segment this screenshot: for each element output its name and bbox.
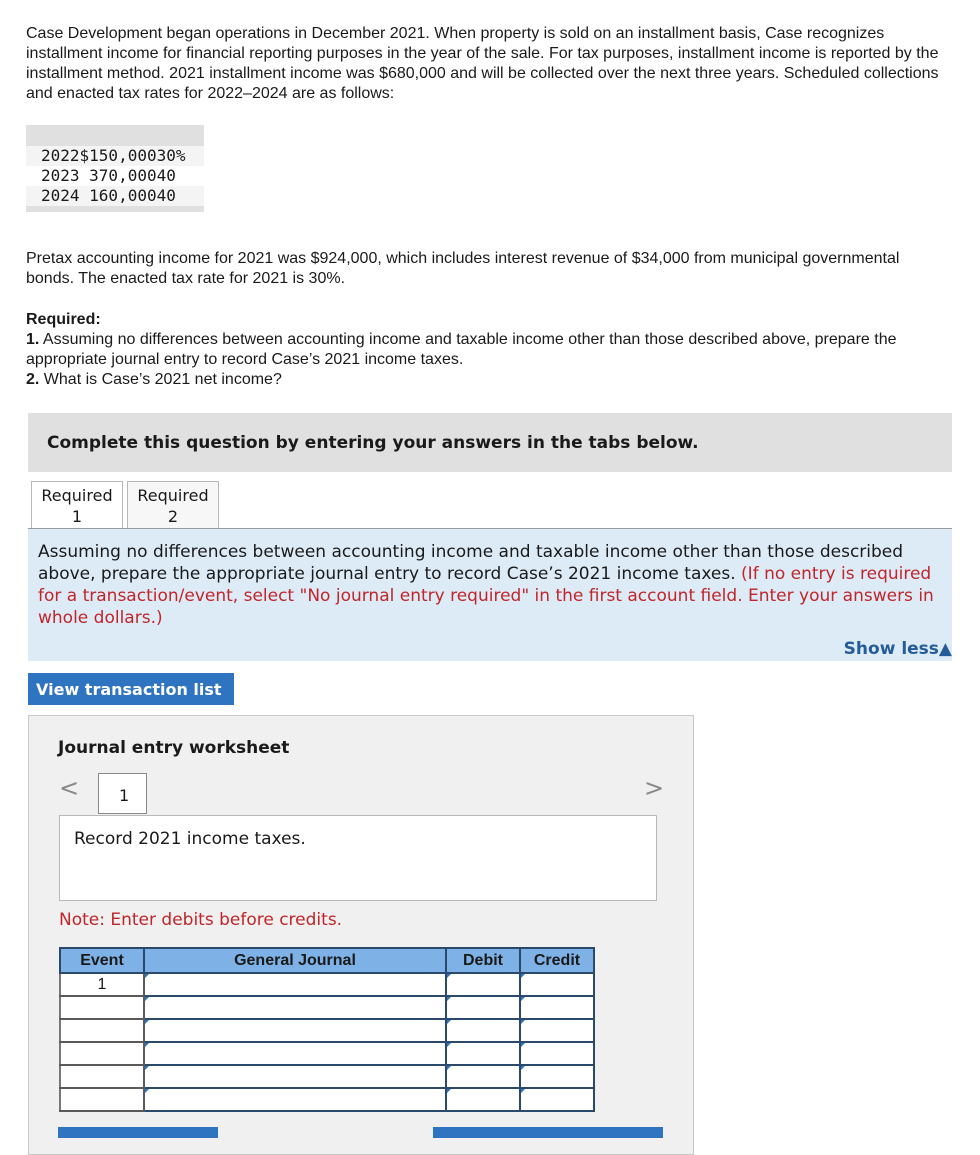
table-row (60, 973, 594, 996)
event-cell: 1 (60, 973, 144, 996)
chevron-right-icon[interactable]: > (644, 774, 665, 802)
event-cell (60, 1019, 144, 1042)
account-input[interactable] (144, 1019, 446, 1042)
credit-input[interactable] (520, 973, 594, 996)
item2-text: What is Case’s 2021 net income? (39, 371, 282, 388)
tab-instructions (28, 529, 952, 661)
rate-row-2024: 2024 160,00040 (26, 186, 204, 206)
debit-input[interactable] (446, 973, 520, 996)
debit-input[interactable] (446, 1042, 520, 1065)
account-input[interactable] (144, 1088, 446, 1111)
tab-label-line1: Required (41, 486, 113, 505)
tab-label-line2: 2 (167, 507, 179, 526)
item2-number: 2. (26, 371, 40, 388)
debit-credit-note: Note: Enter debits before credits. (59, 910, 343, 930)
event-cell (60, 1042, 144, 1065)
chevron-left-icon[interactable]: < (59, 774, 80, 802)
event-header: Event (60, 948, 144, 973)
tab-label-line1: Required (137, 486, 209, 505)
required-heading: Required: (26, 311, 101, 328)
journal-worksheet (28, 715, 694, 1155)
account-input[interactable] (144, 1042, 446, 1065)
credit-input[interactable] (520, 1088, 594, 1111)
debit-input[interactable] (446, 1019, 520, 1042)
event-cell (60, 996, 144, 1019)
table-row (60, 1065, 594, 1088)
item1-text: Assuming no differences between accounting income and taxable income other than those described above, prepare the appropriate journal entry to record Case’s 2021 income taxes. (26, 331, 897, 368)
show-less-link[interactable]: Show less▲ (843, 639, 952, 659)
general-journal-header: General Journal (144, 948, 446, 973)
view-transaction-list-button[interactable]: View transaction list (28, 673, 234, 705)
credit-header: Credit (520, 948, 594, 973)
account-input[interactable] (144, 973, 446, 996)
general-journal-table (59, 947, 595, 1112)
event-cell (60, 1088, 144, 1111)
table-row (60, 1042, 594, 1065)
worksheet-title: Journal entry worksheet (58, 738, 290, 758)
debit-input[interactable] (446, 1065, 520, 1088)
credit-input[interactable] (520, 1042, 594, 1065)
tab-label-line2: 1 (71, 507, 83, 526)
tab-bar (31, 481, 223, 528)
credit-input[interactable] (520, 1019, 594, 1042)
worksheet-page-tab[interactable]: 1 (98, 773, 147, 814)
debit-header: Debit (446, 948, 520, 973)
tab-required-1[interactable] (31, 481, 123, 528)
debit-input[interactable] (446, 996, 520, 1019)
record-description: Record 2021 income taxes. (59, 815, 657, 901)
instruction-text: Assuming no differences between accounting income and taxable income other than those described above, prepare the appropriate journal entry to record Case’s 2021 income taxes. (38, 542, 904, 584)
instruction-note: (If no entry is required for a transaction/event, select "No journal entry required" in the first account field. Enter your answers in whole dollars.) (38, 564, 934, 628)
item1-number: 1. (26, 331, 40, 348)
tab-required-2[interactable] (127, 481, 219, 528)
problem-intro: Case Development began operations in December 2021. When property is sold on an installment basis, Case recognizes installment income for financial reporting purposes in the year of the sale. For tax purposes, installment income is reported by the installment method. 2021 installment income was $680,000 and will be collected over the next three years. Scheduled collections and enacted tax rates for 2022–2024 are as follows: (26, 25, 939, 102)
required-section (26, 310, 946, 390)
account-input[interactable] (144, 996, 446, 1019)
credit-input[interactable] (520, 996, 594, 1019)
rate-row-2022: 2022$150,00030% (26, 146, 204, 166)
pretax-paragraph: Pretax accounting income for 2021 was $924,000, which includes interest revenue of $34,000 from municipal governmental bonds. The enacted tax rate for 2021 is 30%. (26, 250, 900, 287)
table-row (60, 1088, 594, 1111)
view-general-journal-button[interactable] (433, 1127, 663, 1138)
table-row (60, 996, 594, 1019)
rate-row-2023: 2023 370,00040 (41, 166, 176, 185)
event-cell (60, 1065, 144, 1088)
table-row (60, 1019, 594, 1042)
record-entry-button[interactable] (58, 1127, 218, 1138)
credit-input[interactable] (520, 1065, 594, 1088)
account-input[interactable] (144, 1065, 446, 1088)
collections-table (26, 125, 204, 212)
banner-text: Complete this question by entering your answers in the tabs below. (47, 432, 699, 453)
debit-input[interactable] (446, 1088, 520, 1111)
instructions-banner (28, 413, 952, 472)
